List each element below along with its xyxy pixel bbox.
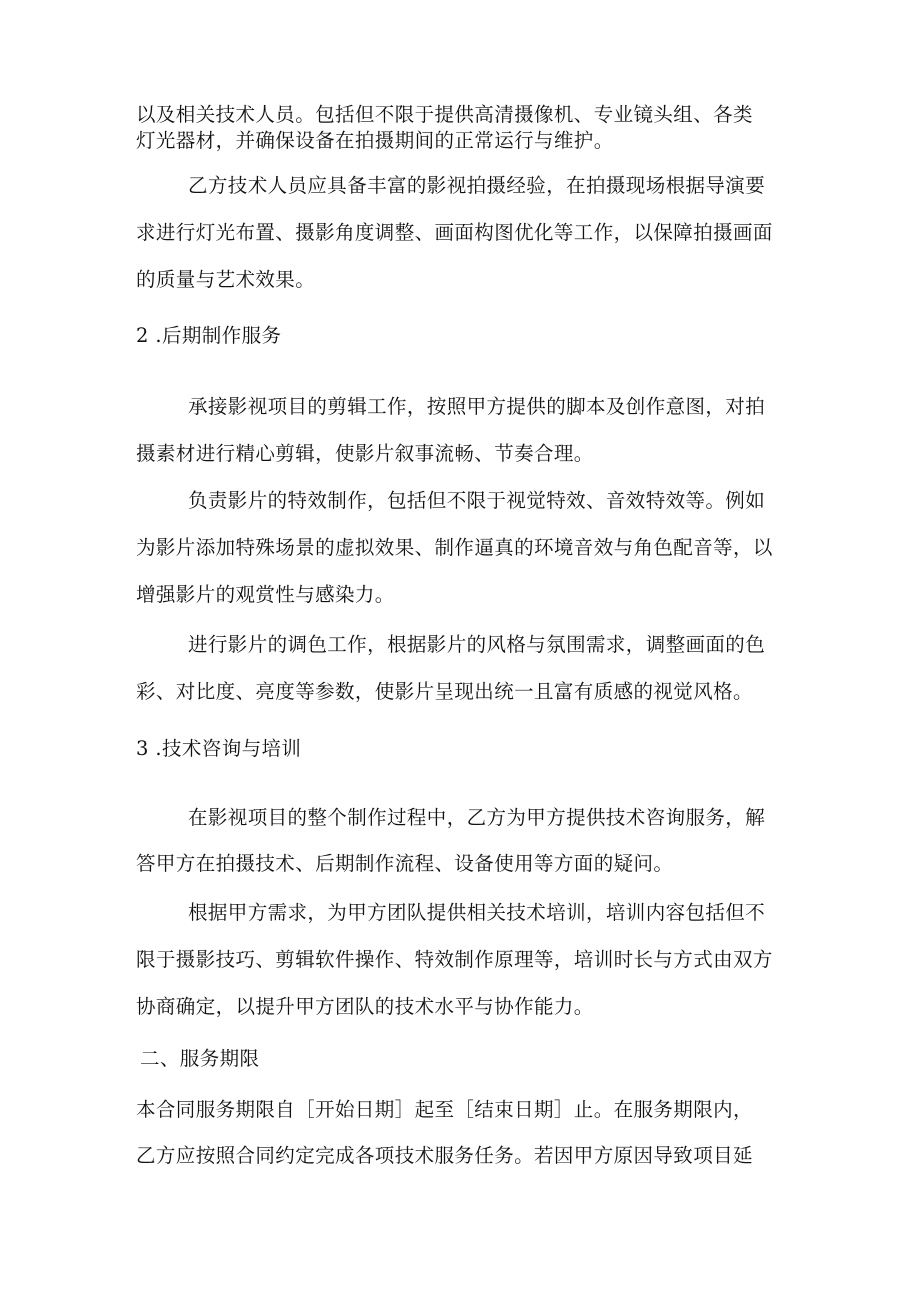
text-line-21: 本合同服务期限自［开始日期］起至［结束日期］止。在服务期限内， — [136, 1098, 753, 1121]
text-line-13: 彩、对比度、亮度等参数，使影片呈现出统一且富有质感的视觉风格。 — [136, 680, 753, 703]
text-line-2: 灯光器材，并确保设备在拍摄期间的正常运行与维护。 — [136, 129, 614, 152]
text-line-5: 的质量与艺术效果。 — [136, 268, 316, 291]
text-line-3: 乙方技术人员应具备丰富的影视拍摄经验，在拍摄现场根据导演要 — [188, 174, 766, 197]
text-line-11: 增强影片的观赏性与感染力。 — [136, 583, 395, 606]
section-heading-service-term: 二、服务期限 — [140, 1047, 260, 1070]
text-line-17: 根据甲方需求，为甲方团队提供相关技术培训，培训内容包括但不 — [188, 901, 766, 924]
text-line-1: 以及相关技术人员。包括但不限于提供高清摄像机、专业镜头组、各类 — [136, 103, 753, 126]
section-heading-3: 3 .技术咨询与培训 — [136, 737, 302, 760]
text-line-9: 负责影片的特效制作，包括但不限于视觉特效、音效特效等。例如 — [188, 489, 766, 512]
text-line-19: 协商确定，以提升甲方团队的技术水平与协作能力。 — [136, 995, 594, 1018]
text-line-8: 摄素材进行精心剪辑，使影片叙事流畅、节奏合理。 — [136, 442, 594, 465]
text-line-18: 限于摄影技巧、剪辑软件操作、特效制作原理等，培训时长与方式由双方 — [136, 948, 773, 971]
text-line-10: 为影片添加特殊场景的虚拟效果、制作逼真的环境音效与角色配音等，以 — [136, 536, 773, 559]
section-heading-2: 2 .后期制作服务 — [136, 324, 282, 347]
text-line-22: 乙方应按照合同约定完成各项技术服务任务。若因甲方原因导致项目延 — [136, 1144, 753, 1167]
text-line-4: 求进行灯光布置、摄影角度调整、画面构图优化等工作，以保障拍摄画面 — [136, 221, 773, 244]
text-line-15: 在影视项目的整个制作过程中，乙方为甲方提供技术咨询服务，解 — [188, 806, 766, 829]
text-line-16: 答甲方在拍摄技术、后期制作流程、设备使用等方面的疑问。 — [136, 852, 674, 875]
text-line-7: 承接影视项目的剪辑工作，按照甲方提供的脚本及创作意图，对拍 — [188, 395, 766, 418]
text-line-12: 进行影片的调色工作，根据影片的风格与氛围需求，调整画面的色 — [188, 633, 766, 656]
